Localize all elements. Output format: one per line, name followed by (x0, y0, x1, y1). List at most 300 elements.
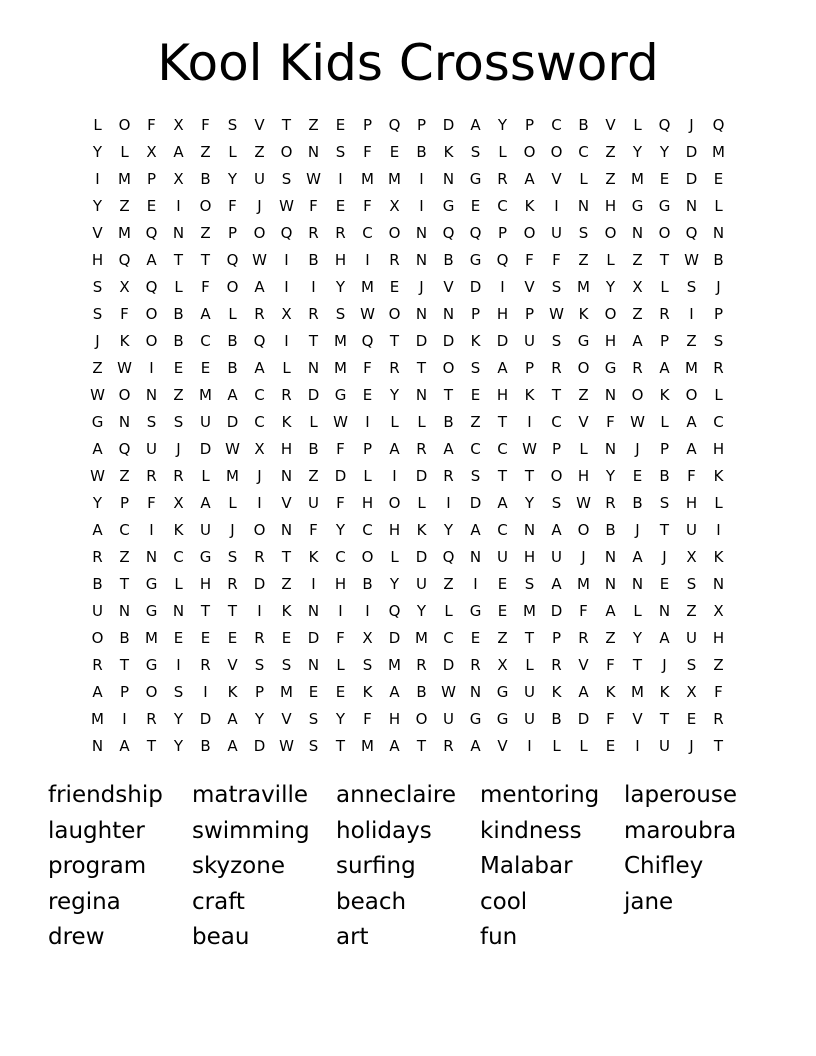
grid-letter: N (658, 602, 671, 620)
grid-letter: Y (92, 143, 103, 161)
grid-letter: V (92, 224, 103, 242)
grid-letter: M (577, 278, 590, 296)
grid-letter: M (415, 629, 428, 647)
grid-letter: A (389, 440, 400, 458)
grid-letter: Q (469, 224, 482, 242)
grid-letter: L (579, 170, 588, 188)
grid-letter: O (550, 467, 563, 485)
grid-letter: R (551, 656, 562, 674)
grid-letter: B (308, 440, 319, 458)
grid-letter: X (173, 116, 184, 134)
grid-letter: R (308, 305, 319, 323)
grid-letter: Z (686, 332, 697, 350)
grid-letter: L (660, 278, 669, 296)
grid-letter: K (119, 332, 130, 350)
grid-letter: S (470, 467, 481, 485)
grid-letter: X (281, 305, 292, 323)
grid-letter: S (146, 413, 157, 431)
grid-letter: F (201, 116, 210, 134)
grid-letter: E (281, 629, 292, 647)
grid-letter: S (686, 575, 697, 593)
grid-letter: Y (92, 197, 103, 215)
grid-letter: W (333, 413, 348, 431)
grid-letter: J (230, 521, 235, 539)
grid-letter: A (659, 629, 670, 647)
grid-letter: P (524, 116, 535, 134)
grid-letter: A (92, 521, 103, 539)
word-bank-item: skyzone (192, 853, 285, 879)
grid-letter: T (200, 251, 211, 269)
grid-letter: X (362, 629, 373, 647)
grid-letter: H (496, 305, 509, 323)
grid-letter: Q (361, 332, 374, 350)
grid-letter: S (173, 413, 184, 431)
grid-letter: O (199, 197, 212, 215)
grid-letter: Q (388, 602, 401, 620)
grid-letter: L (714, 386, 723, 404)
grid-letter: B (632, 494, 643, 512)
grid-letter: O (145, 332, 158, 350)
grid-letter: F (687, 467, 696, 485)
grid-letter: A (173, 143, 184, 161)
grid-letter: I (365, 251, 370, 269)
grid-letter: S (551, 332, 562, 350)
grid-letter: I (257, 494, 262, 512)
grid-letter: K (416, 521, 427, 539)
grid-letter: W (279, 197, 294, 215)
grid-letter: V (578, 413, 589, 431)
grid-letter: K (578, 305, 589, 323)
grid-letter: I (365, 413, 370, 431)
grid-letter: I (95, 170, 100, 188)
grid-letter: W (225, 440, 240, 458)
grid-letter: F (336, 440, 345, 458)
grid-letter: G (91, 413, 104, 431)
grid-letter: A (92, 440, 103, 458)
grid-letter: M (334, 359, 347, 377)
grid-letter: O (118, 116, 131, 134)
grid-letter: Z (119, 467, 130, 485)
grid-letter: Z (605, 629, 616, 647)
grid-letter: E (335, 116, 346, 134)
grid-letter: U (254, 170, 265, 188)
grid-letter: A (632, 332, 643, 350)
grid-letter: J (689, 737, 694, 755)
grid-letter: P (497, 224, 508, 242)
grid-letter: L (633, 116, 642, 134)
grid-letter: W (252, 251, 267, 269)
grid-letter: T (119, 656, 130, 674)
grid-letter: L (363, 467, 372, 485)
grid-letter: Z (443, 575, 454, 593)
grid-letter: Y (254, 710, 265, 728)
grid-letter: N (685, 197, 698, 215)
word-bank-item: drew (48, 924, 105, 950)
grid-letter: S (227, 548, 238, 566)
grid-letter: B (659, 467, 670, 485)
grid-letter: H (388, 521, 401, 539)
grid-letter: V (605, 116, 616, 134)
grid-letter: T (173, 251, 184, 269)
grid-letter: V (281, 710, 292, 728)
grid-letter: P (524, 359, 535, 377)
grid-letter: W (441, 683, 456, 701)
grid-letter: E (335, 197, 346, 215)
grid-letter: O (577, 359, 590, 377)
grid-letter: R (632, 359, 643, 377)
grid-letter: V (497, 737, 508, 755)
grid-letter: B (443, 413, 454, 431)
grid-letter: S (173, 683, 184, 701)
grid-letter: D (307, 386, 320, 404)
grid-letter: I (176, 656, 181, 674)
grid-letter: S (713, 332, 724, 350)
grid-letter: V (443, 278, 454, 296)
grid-letter: X (389, 197, 400, 215)
word-bank-item: laperouse (624, 782, 737, 808)
grid-letter: E (146, 197, 157, 215)
word-bank-item: fun (480, 924, 518, 950)
grid-letter: C (119, 521, 130, 539)
grid-letter: C (497, 521, 508, 539)
grid-letter: A (389, 737, 400, 755)
grid-letter: X (119, 278, 130, 296)
grid-letter: J (662, 656, 667, 674)
grid-letter: J (581, 548, 586, 566)
grid-letter: E (200, 629, 211, 647)
grid-letter: F (228, 197, 237, 215)
grid-letter: R (308, 224, 319, 242)
grid-letter: C (578, 143, 589, 161)
grid-letter: I (716, 521, 721, 539)
grid-letter: Y (497, 116, 508, 134)
grid-letter: X (713, 602, 724, 620)
grid-letter: Z (686, 602, 697, 620)
grid-letter: I (176, 197, 181, 215)
grid-letter: M (145, 629, 158, 647)
grid-letter: P (551, 440, 562, 458)
word-bank-item: beau (192, 924, 250, 950)
word-bank-item: anneclaire (336, 782, 457, 808)
grid-letter: D (253, 737, 266, 755)
grid-letter: K (443, 143, 454, 161)
grid-letter: G (145, 575, 158, 593)
grid-letter: S (335, 143, 346, 161)
grid-letter: S (659, 494, 670, 512)
grid-letter: F (120, 305, 129, 323)
grid-letter: O (604, 224, 617, 242)
grid-letter: R (254, 305, 265, 323)
grid-letter: T (227, 602, 238, 620)
grid-letter: W (117, 359, 132, 377)
grid-letter: Z (308, 116, 319, 134)
grid-letter: E (497, 602, 508, 620)
grid-letter: E (362, 386, 373, 404)
grid-letter: J (419, 278, 424, 296)
grid-letter: S (308, 737, 319, 755)
grid-letter: E (713, 170, 724, 188)
grid-letter: Q (280, 224, 293, 242)
grid-letter: P (713, 305, 724, 323)
grid-letter: P (254, 683, 265, 701)
grid-letter: T (416, 359, 427, 377)
grid-letter: M (685, 359, 698, 377)
grid-letter: C (497, 197, 508, 215)
grid-letter: A (389, 683, 400, 701)
grid-letter: S (578, 224, 589, 242)
word-bank-item: art (336, 924, 369, 950)
grid-letter: R (254, 548, 265, 566)
grid-letter: T (524, 629, 535, 647)
grid-letter: T (281, 116, 292, 134)
grid-letter: G (145, 656, 158, 674)
grid-letter: L (498, 143, 507, 161)
grid-letter: A (470, 737, 481, 755)
grid-letter: D (469, 494, 482, 512)
grid-letter: H (604, 332, 617, 350)
grid-letter: B (416, 143, 427, 161)
grid-letter: U (686, 521, 697, 539)
grid-letter: I (446, 494, 451, 512)
grid-letter: D (307, 629, 320, 647)
grid-letter: E (389, 143, 400, 161)
grid-letter: U (686, 629, 697, 647)
grid-letter: S (551, 494, 562, 512)
grid-letter: E (659, 170, 670, 188)
grid-letter: C (254, 413, 265, 431)
grid-letter: E (632, 467, 643, 485)
grid-letter: R (389, 251, 400, 269)
grid-letter: O (577, 521, 590, 539)
word-bank-item: Chifley (624, 853, 704, 879)
grid-letter: F (309, 197, 318, 215)
grid-letter: R (416, 440, 427, 458)
grid-letter: S (92, 305, 103, 323)
grid-letter: B (578, 116, 589, 134)
grid-letter: I (500, 278, 505, 296)
grid-letter: C (200, 332, 211, 350)
grid-letter: U (524, 710, 535, 728)
grid-letter: A (254, 278, 265, 296)
grid-letter: U (551, 548, 562, 566)
grid-letter: C (254, 386, 265, 404)
grid-letter: Y (632, 143, 643, 161)
grid-letter: D (388, 629, 401, 647)
grid-letter: T (443, 386, 454, 404)
grid-letter: S (470, 143, 481, 161)
grid-letter: I (392, 467, 397, 485)
grid-letter: L (633, 602, 642, 620)
grid-letter: H (577, 467, 590, 485)
grid-letter: N (172, 224, 185, 242)
grid-letter: H (712, 629, 725, 647)
grid-letter: N (280, 521, 293, 539)
grid-letter: K (173, 521, 184, 539)
grid-letter: P (119, 683, 130, 701)
grid-letter: Q (388, 116, 401, 134)
grid-letter: C (443, 629, 454, 647)
grid-letter: O (91, 629, 104, 647)
grid-letter: E (173, 629, 184, 647)
grid-letter: L (228, 143, 237, 161)
grid-letter: C (362, 224, 373, 242)
grid-letter: M (91, 710, 104, 728)
grid-letter: O (442, 359, 455, 377)
grid-letter: W (576, 494, 591, 512)
grid-letter: O (550, 143, 563, 161)
grid-letter: B (227, 359, 238, 377)
word-bank-item: kindness (480, 817, 582, 844)
grid-letter: B (92, 575, 103, 593)
grid-letter: V (632, 710, 643, 728)
grid-letter: R (254, 629, 265, 647)
grid-letter: S (551, 278, 562, 296)
grid-letter: G (469, 602, 482, 620)
grid-letter: R (578, 629, 589, 647)
grid-letter: O (253, 521, 266, 539)
grid-letter: I (149, 359, 154, 377)
grid-letter: T (659, 710, 670, 728)
grid-letter: J (257, 197, 262, 215)
grid-letter: T (416, 737, 427, 755)
grid-letter: P (551, 629, 562, 647)
grid-letter: N (604, 440, 617, 458)
grid-letter: S (686, 656, 697, 674)
grid-letter: R (335, 224, 346, 242)
grid-letter: M (577, 575, 590, 593)
grid-letter: R (713, 710, 724, 728)
grid-letter: I (473, 575, 478, 593)
grid-letter: C (335, 548, 346, 566)
grid-letter: L (390, 548, 399, 566)
grid-letter: D (415, 332, 428, 350)
grid-letter: X (254, 440, 265, 458)
grid-letter: N (307, 359, 320, 377)
grid-letter: O (145, 683, 158, 701)
grid-letter: I (419, 197, 424, 215)
grid-letter: N (604, 386, 617, 404)
grid-letter: N (172, 602, 185, 620)
grid-letter: E (389, 278, 400, 296)
grid-letter: R (227, 575, 238, 593)
grid-letter: Q (442, 224, 455, 242)
grid-letter: R (92, 656, 103, 674)
grid-letter: E (470, 629, 481, 647)
grid-letter: N (631, 224, 644, 242)
grid-letter: Y (335, 710, 346, 728)
grid-letter: F (579, 602, 588, 620)
grid-letter: D (496, 332, 509, 350)
grid-letter: E (686, 710, 697, 728)
grid-letter: A (470, 521, 481, 539)
grid-letter: A (119, 737, 130, 755)
grid-letter: R (443, 737, 454, 755)
letter-grid (84, 112, 732, 760)
grid-letter: N (145, 386, 158, 404)
grid-letter: Y (605, 467, 616, 485)
grid-letter: G (442, 197, 455, 215)
grid-letter: H (280, 440, 293, 458)
grid-letter: L (552, 737, 561, 755)
grid-letter: C (362, 521, 373, 539)
grid-letter: B (443, 251, 454, 269)
grid-letter: N (415, 251, 428, 269)
grid-letter: A (146, 251, 157, 269)
grid-letter: L (525, 656, 534, 674)
grid-letter: N (307, 143, 320, 161)
grid-letter: G (658, 197, 671, 215)
grid-letter: T (146, 737, 157, 755)
grid-letter: R (146, 710, 157, 728)
grid-letter: J (257, 467, 262, 485)
grid-letter: B (713, 251, 724, 269)
grid-letter: W (684, 251, 699, 269)
grid-letter: T (551, 386, 562, 404)
word-bank-item: surfing (336, 853, 416, 879)
grid-letter: L (282, 359, 291, 377)
grid-letter: I (311, 575, 316, 593)
grid-letter: R (200, 656, 211, 674)
grid-letter: H (91, 251, 104, 269)
grid-letter: C (551, 116, 562, 134)
grid-letter: M (118, 224, 131, 242)
grid-letter: I (635, 737, 640, 755)
grid-letter: A (551, 575, 562, 593)
grid-letter: N (91, 737, 104, 755)
grid-letter: I (419, 170, 424, 188)
grid-letter: G (604, 359, 617, 377)
grid-letter: L (579, 737, 588, 755)
grid-letter: N (712, 575, 725, 593)
grid-letter: A (605, 602, 616, 620)
grid-letter: J (635, 521, 640, 539)
grid-letter: G (145, 602, 158, 620)
grid-letter: P (659, 440, 670, 458)
grid-letter: S (227, 116, 238, 134)
grid-letter: I (554, 197, 559, 215)
grid-letter: J (716, 278, 721, 296)
grid-letter: T (497, 413, 508, 431)
grid-letter: P (362, 440, 373, 458)
grid-letter: B (605, 521, 616, 539)
grid-letter: G (469, 251, 482, 269)
grid-letter: F (363, 197, 372, 215)
grid-letter: H (334, 575, 347, 593)
grid-letter: G (334, 386, 347, 404)
grid-letter: O (361, 548, 374, 566)
grid-letter: I (149, 521, 154, 539)
grid-letter: V (578, 656, 589, 674)
grid-letter: Z (92, 359, 103, 377)
grid-letter: W (90, 386, 105, 404)
grid-letter: U (443, 710, 454, 728)
word-bank-item: beach (336, 888, 407, 915)
word-bank-item: swimming (192, 817, 310, 844)
grid-letter: I (284, 278, 289, 296)
grid-letter: G (469, 170, 482, 188)
grid-letter: N (118, 602, 131, 620)
grid-letter: A (659, 359, 670, 377)
word-bank (48, 778, 768, 956)
grid-letter: S (362, 656, 373, 674)
grid-letter: F (606, 413, 615, 431)
grid-letter: W (630, 413, 645, 431)
grid-letter: M (361, 278, 374, 296)
grid-letter: R (389, 359, 400, 377)
grid-letter: O (685, 386, 698, 404)
grid-letter: M (199, 386, 212, 404)
grid-letter: M (388, 656, 401, 674)
